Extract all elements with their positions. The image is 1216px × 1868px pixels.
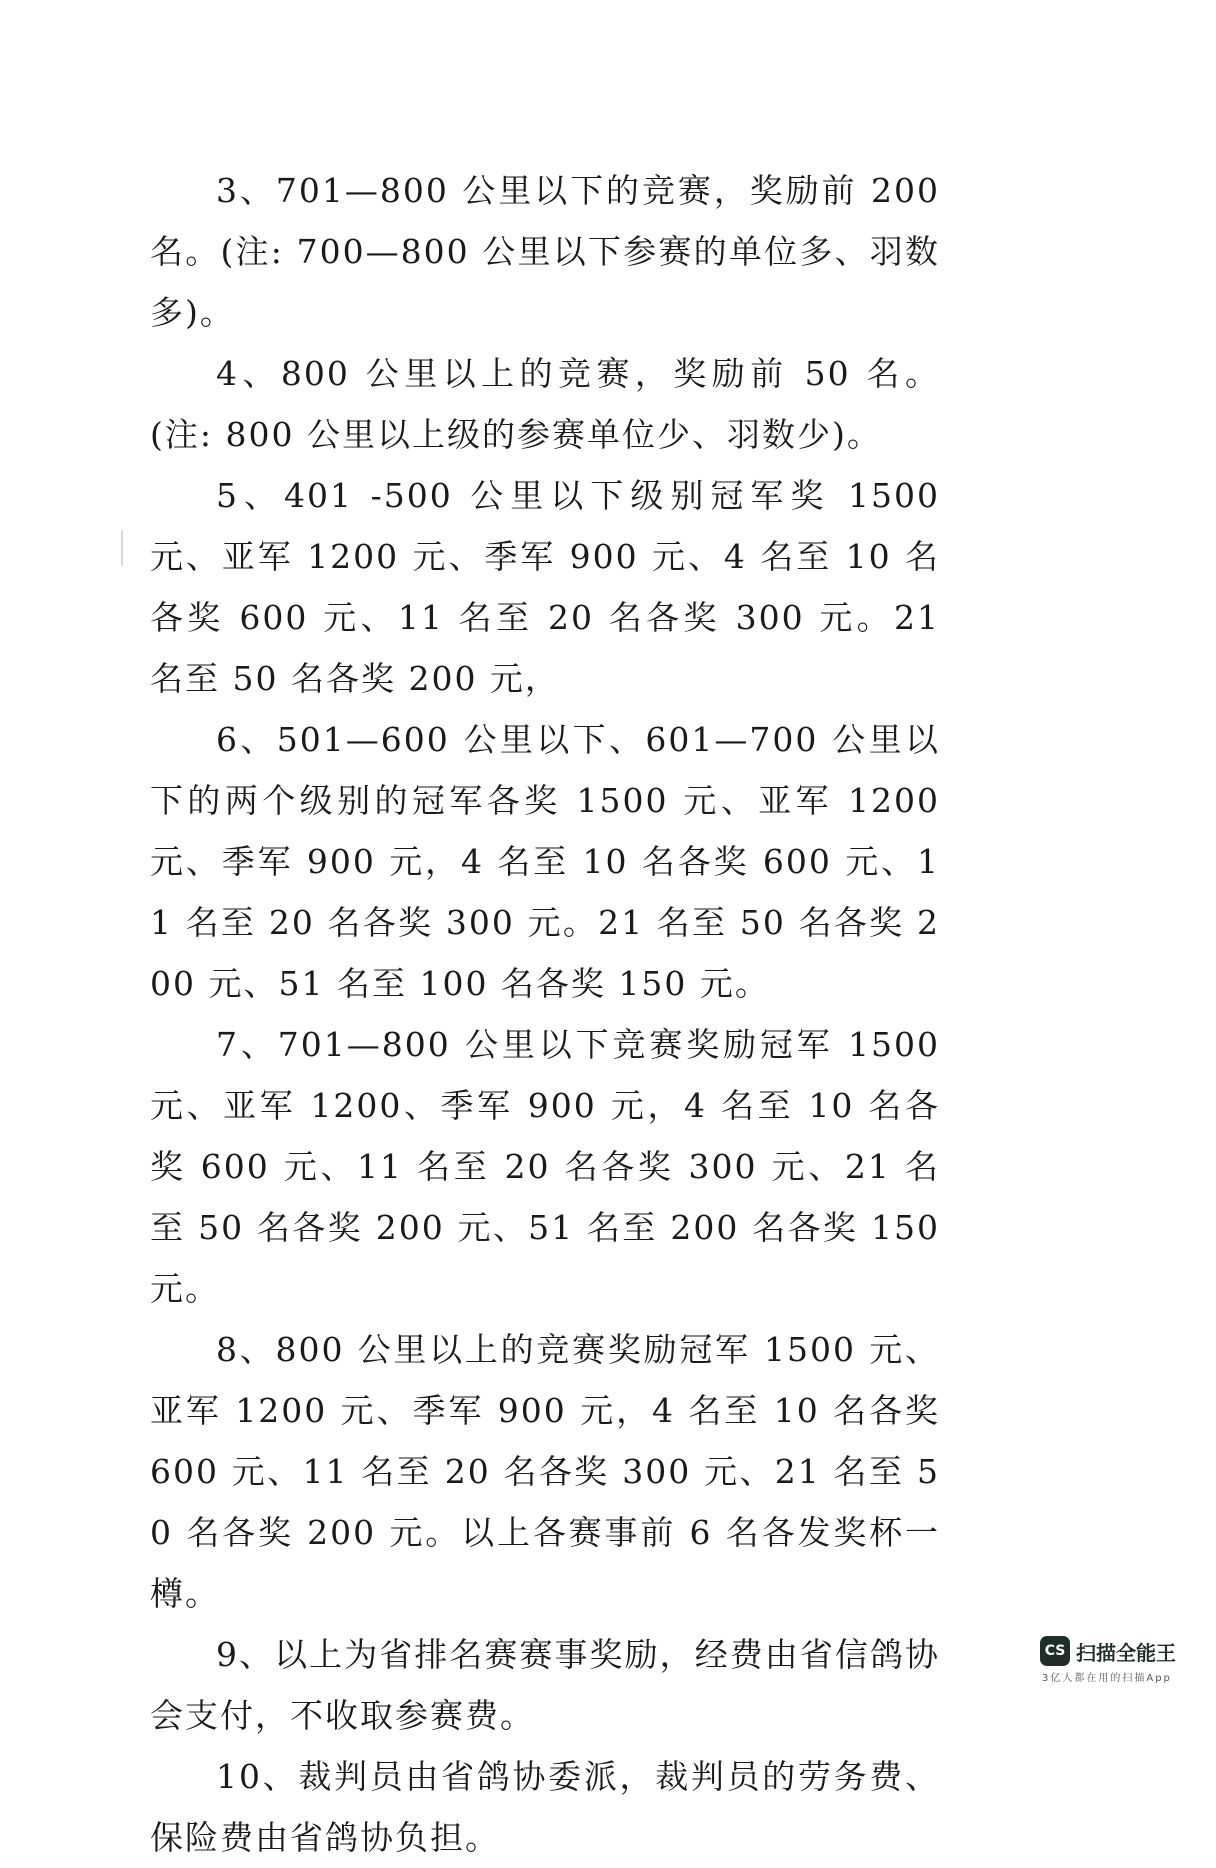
camscanner-logo-icon: CS bbox=[1040, 1636, 1070, 1666]
watermark-app-name: 扫描全能王 bbox=[1076, 1640, 1176, 1665]
paragraph-item-4: 4、800 公里以上的竞赛，奖励前 50 名。(注: 800 公里以上级的参赛单位少、羽数少)。 bbox=[150, 354, 940, 454]
paragraph-item-8: 8、800 公里以上的竞赛奖励冠军 1500 元、亚军 1200 元、季军 900 元，4 名至 10 名各奖 600 元、11 名至 20 名各奖 300 元、21 名至 50 名各奖 200 元。以上各赛事前 6 名各发奖杯一樽。 bbox=[150, 1330, 940, 1613]
watermark-brand-row bbox=[1040, 1636, 1190, 1666]
paragraph-item-10: 10、裁判员由省鸽协委派，裁判员的劳务费、保险费由省鸽协负担。 bbox=[150, 1757, 940, 1857]
paragraph-item-5: 5、401 -500 公里以下级别冠军奖 1500 元、亚军 1200 元、季军 900 元、4 名至 10 名各奖 600 元、11 名至 20 名各奖 300 元。21 名至 50 名各奖 200 元， bbox=[150, 476, 940, 698]
paragraph-item-9: 9、以上为省排名赛赛事奖励，经费由省信鸽协会支付，不收取参赛费。 bbox=[150, 1635, 940, 1735]
paragraph-item-7: 7、701—800 公里以下竞赛奖励冠军 1500 元、亚军 1200、季军 900 元，4 名至 10 名各奖 600 元、11 名至 20 名各奖 300 元、21 名至 50 名各奖 200 元、51 名至 200 名各奖 150 元。 bbox=[150, 1025, 940, 1308]
paragraph-item-6: 6、501—600 公里以下、601—700 公里以下的两个级别的冠军各奖 1500 元、亚军 1200 元、季军 900 元，4 名至 10 名各奖 600 元、11 名至 20 名各奖 300 元。21 名至 50 名各奖 200 元、51 名至 100 名各奖 150 元。 bbox=[150, 720, 940, 1003]
document-body bbox=[150, 160, 940, 1868]
scan-artifact-line bbox=[121, 530, 123, 566]
camscanner-watermark bbox=[1040, 1636, 1190, 1686]
paragraph-item-3: 3、701—800 公里以下的竞赛，奖励前 200 名。(注: 700—800 公里以下参赛的单位多、羽数多)。 bbox=[150, 171, 940, 332]
watermark-tagline: 3亿人都在用的扫描App bbox=[1042, 1673, 1172, 1684]
